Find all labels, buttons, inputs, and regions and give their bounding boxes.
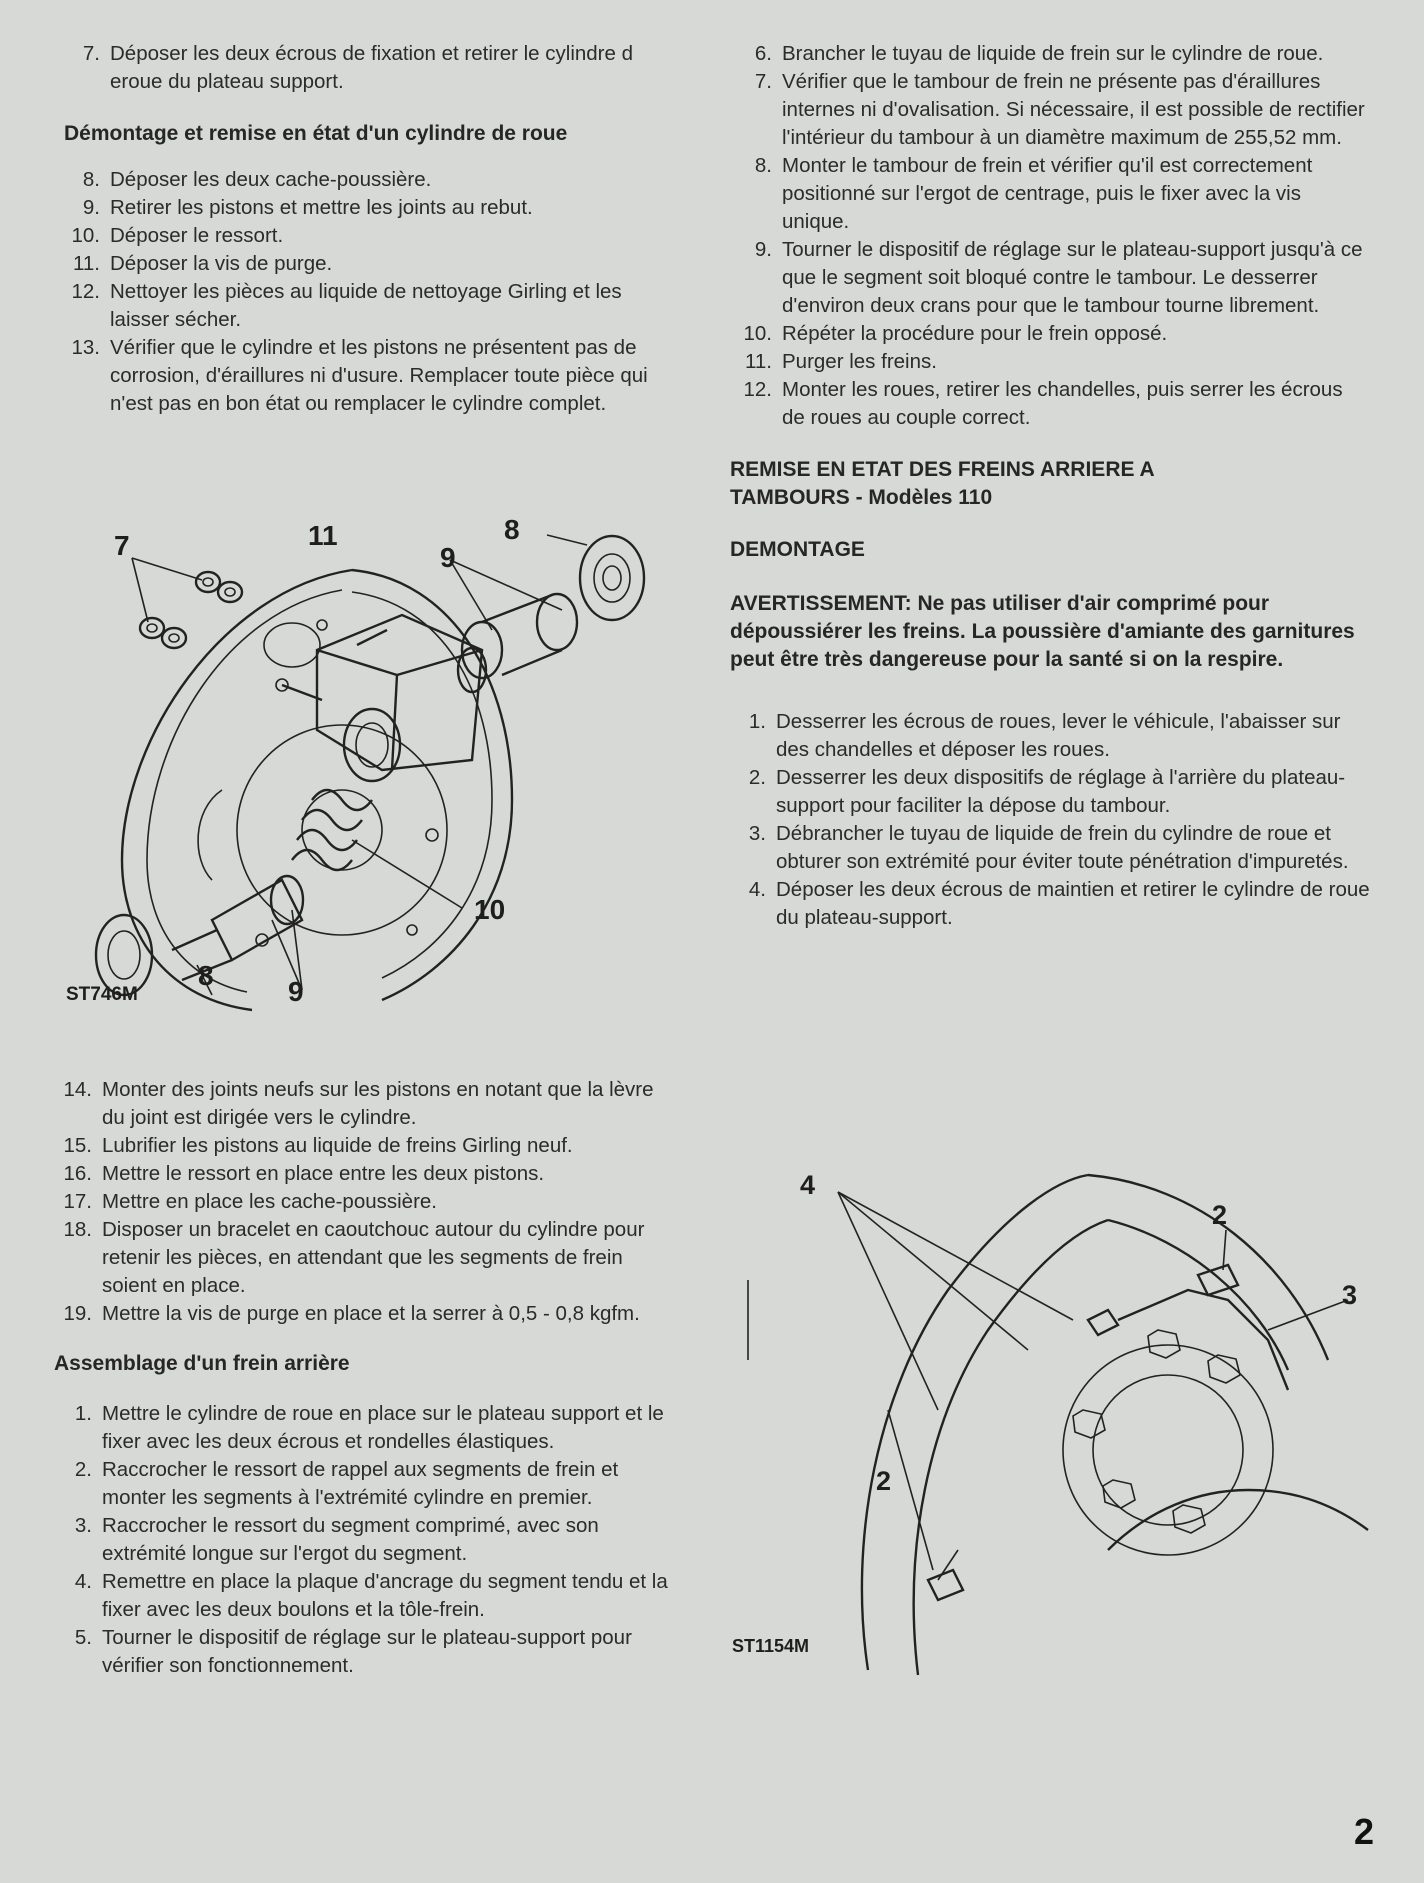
step-text: Raccrocher le ressort du segment comprimé, avec son extrémité longue sur l'ergot du segment.: [102, 1514, 599, 1565]
step-text: Remettre en place la plaque d'ancrage du segment tendu et la fixer avec les deux boulons et la tôle-frein.: [102, 1570, 668, 1621]
list-item: [58, 166, 678, 194]
step-number: 7.: [82, 42, 100, 65]
wheel-cylinder-figure: [52, 500, 672, 1020]
step-text: Raccrocher le ressort de rappel aux segments de frein et monter les segments à l'extrémité cylindre en premier.: [102, 1458, 619, 1509]
step-number: 14.: [63, 1078, 92, 1101]
step-number: 12.: [71, 280, 100, 303]
step-list: [50, 1400, 680, 1680]
step-text: Mettre en place les cache-poussière.: [102, 1190, 438, 1213]
step-number: 4.: [74, 1570, 92, 1593]
step-list: [58, 166, 678, 418]
list-item: [58, 222, 678, 250]
step-list: [724, 708, 1370, 932]
step-number: 15.: [63, 1134, 92, 1157]
step-text: Monter les roues, retirer les chandelles, puis serrer les écrous de roues au couple correct.: [782, 378, 1343, 429]
step-number: 17.: [63, 1190, 92, 1213]
right-column: [730, 40, 1370, 932]
list-item: [730, 348, 1370, 376]
step-text: Mettre la vis de purge en place et la serrer à 0,5 - 0,8 kgfm.: [102, 1302, 640, 1325]
step-number: 6.: [754, 42, 772, 65]
list-item: [50, 1160, 680, 1188]
step-text: Desserrer les deux dispositifs de réglage à l'arrière du plateau- support pour faciliter la dépose du tambour.: [776, 766, 1346, 817]
step-number: 19.: [63, 1302, 92, 1325]
step-text: Retirer les pistons et mettre les joints au rebut.: [110, 196, 533, 219]
step-text: Mettre le cylindre de roue en place sur le plateau support et le fixer avec les deux écrous et rondelles élastiques.: [102, 1402, 664, 1453]
drum-brake-figure: [728, 1160, 1378, 1680]
step-text: Monter des joints neufs sur les pistons en notant que la lèvre du joint est dirigée vers le cylindre.: [102, 1078, 654, 1129]
step-number: 3.: [74, 1514, 92, 1537]
step-text: Brancher le tuyau de liquide de frein sur le cylindre de roue.: [782, 42, 1324, 65]
list-item: [58, 194, 678, 222]
step-text: Nettoyer les pièces au liquide de nettoyage Girling et les laisser sécher.: [110, 280, 622, 331]
step-text: Déposer les deux écrous de fixation et retirer le cylindre d eroue du plateau support.: [110, 42, 634, 93]
section-heading: TAMBOURS - Modèles 110: [730, 486, 993, 509]
callout-label: 11: [308, 520, 338, 551]
step-text: Déposer les deux écrous de maintien et retirer le cylindre de roue du plateau-support.: [776, 878, 1370, 929]
step-text: Desserrer les écrous de roues, lever le véhicule, l'abaisser sur des chandelles et déposer les roues.: [776, 710, 1341, 761]
step-number: 5.: [74, 1626, 92, 1649]
step-number: 9.: [754, 238, 772, 261]
section-heading: Assemblage d'un frein arrière: [54, 1352, 350, 1375]
step-number: 1.: [748, 710, 766, 733]
step-number: 1.: [74, 1402, 92, 1425]
callout-label: 10: [474, 894, 506, 925]
step-number: 18.: [63, 1218, 92, 1241]
callout-label: 4: [800, 1170, 816, 1200]
list-item: [58, 278, 678, 334]
list-item: [724, 764, 1370, 820]
step-number: 12.: [743, 378, 772, 401]
callout-label: 8: [198, 960, 214, 991]
step-text: Disposer un bracelet en caoutchouc autour du cylindre pour retenir les pièces, en attendant que les segments de frein soient en place.: [102, 1218, 645, 1297]
list-item: [50, 1188, 680, 1216]
list-item: [50, 1216, 680, 1300]
step-number: 4.: [748, 878, 766, 901]
list-item: [50, 1568, 680, 1624]
list-item: [50, 1512, 680, 1568]
step-text: Répéter la procédure pour le frein opposé.: [782, 322, 1168, 345]
step-text: Déposer les deux cache-poussière.: [110, 168, 432, 191]
callout-label: 2: [1212, 1200, 1228, 1230]
step-text: Déposer la vis de purge.: [110, 252, 333, 275]
callout-label: 9: [288, 976, 304, 1007]
step-number: 11.: [73, 252, 100, 275]
section-heading: DEMONTAGE: [730, 538, 865, 561]
callout-label: 2: [876, 1466, 892, 1496]
step-number: 9.: [82, 196, 100, 219]
callout-label: 7: [114, 530, 130, 561]
list-item: [50, 1400, 680, 1456]
left-column: [58, 40, 678, 418]
step-text: Tourner le dispositif de réglage sur le plateau-support pour vérifier son fonctionnement.: [102, 1626, 632, 1677]
callout-label: 3: [1342, 1280, 1358, 1310]
section-heading: REMISE EN ETAT DES FREINS ARRIERE A: [730, 458, 1155, 481]
list-item: [724, 876, 1370, 932]
list-item: [730, 376, 1370, 432]
list-item: [50, 1132, 680, 1160]
step-list: [50, 1076, 680, 1328]
step-list: [58, 40, 678, 96]
list-item: [50, 1624, 680, 1680]
step-number: 10.: [71, 224, 100, 247]
step-text: Tourner le dispositif de réglage sur le plateau-support jusqu'à ce que le segment soit bloqué contre le tambour. Le desserrer d'environ deux crans pour que le tambour tourne librement.: [782, 238, 1363, 317]
drum-brake-diagram: [728, 1160, 1378, 1680]
list-item: [730, 40, 1370, 68]
list-item: [730, 68, 1370, 152]
step-text: Monter le tambour de frein et vérifier qu'il est correctement positionné sur l'ergot de centrage, puis le fixer avec la vis unique.: [782, 154, 1313, 233]
list-item: [730, 236, 1370, 320]
callout-label: 9: [440, 542, 456, 573]
callout-label: 8: [504, 514, 520, 545]
step-number: 13.: [71, 336, 100, 359]
page-number: 2: [1353, 1811, 1374, 1852]
left-column-lower: [50, 1076, 680, 1680]
list-item: [58, 250, 678, 278]
step-text: Purger les freins.: [782, 350, 937, 373]
wheel-cylinder-exploded-diagram: [52, 500, 672, 1020]
list-item: [50, 1076, 680, 1132]
list-item: [730, 320, 1370, 348]
step-number: 16.: [63, 1162, 92, 1185]
step-number: 2.: [748, 766, 766, 789]
step-text: Déposer le ressort.: [110, 224, 284, 247]
list-item: [50, 1300, 680, 1328]
list-item: [730, 152, 1370, 236]
list-item: [50, 1456, 680, 1512]
step-number: 7.: [754, 70, 772, 93]
warning-text: AVERTISSEMENT: Ne pas utiliser d'air comprimé pour dépoussiérer les freins. La poussière d'amiante des garnitures peut être très dangereuse pour la santé si on la respire.: [730, 592, 1355, 671]
step-list: [730, 40, 1370, 432]
step-text: Mettre le ressort en place entre les deux pistons.: [102, 1162, 545, 1185]
step-text: Vérifier que le tambour de frein ne présente pas d'éraillures internes ni d'ovalisation. Si nécessaire, il est possible de rectifier l'intérieur du tambour à un diamètre maximum de 255,52 mm.: [782, 70, 1365, 149]
step-text: Lubrifier les pistons au liquide de freins Girling neuf.: [102, 1134, 573, 1157]
step-number: 8.: [82, 168, 100, 191]
list-item: [724, 820, 1370, 876]
step-number: 2.: [74, 1458, 92, 1481]
step-number: 3.: [748, 822, 766, 845]
step-number: 11.: [745, 350, 772, 373]
figure-code: ST1154M: [732, 1636, 810, 1656]
list-item: [724, 708, 1370, 764]
figure-code: ST746M: [66, 984, 138, 1005]
list-item: [58, 40, 678, 96]
step-number: 10.: [743, 322, 772, 345]
step-number: 8.: [754, 154, 772, 177]
step-text: Débrancher le tuyau de liquide de frein du cylindre de roue et obturer son extrémité pour éviter toute pénétration d'impuretés.: [776, 822, 1349, 873]
step-text: Vérifier que le cylindre et les pistons ne présentent pas de corrosion, d'éraillures ni d'usure. Remplacer toute pièce qui n'est pas en bon état ou remplacer le cylindre complet.: [110, 336, 648, 415]
section-heading: Démontage et remise en état d'un cylindre de roue: [64, 122, 568, 145]
list-item: [58, 334, 678, 418]
